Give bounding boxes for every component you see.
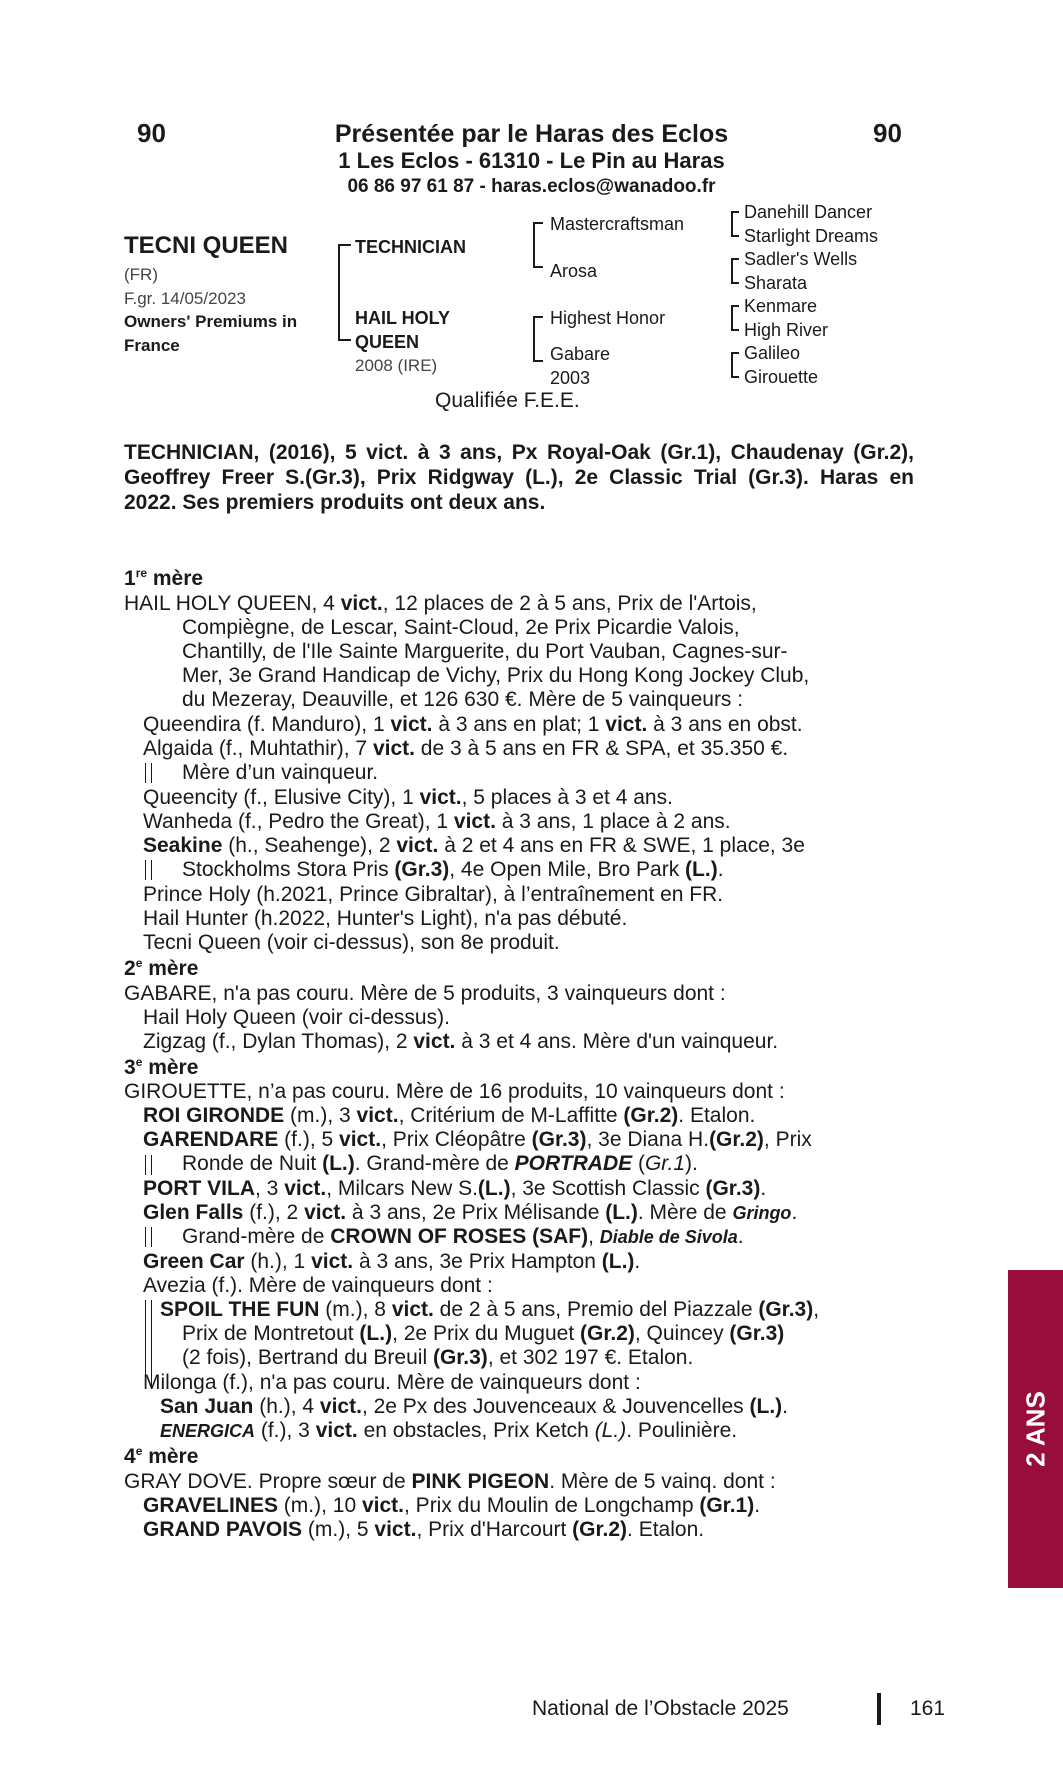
produce-line: Mère d’un vainqueur. — [182, 761, 379, 784]
produce-line: Hail Holy Queen (voir ci-dessus). — [143, 1006, 450, 1029]
page-number: 161 — [910, 1697, 946, 1720]
pedigree-gen4-item: Danehill Dancer — [744, 202, 873, 222]
dam-line: HAIL HOLY QUEEN, 4 vict., 12 places de 2 à 5 ans, Prix de l'Artois, — [124, 592, 757, 615]
produce-line: SPOIL THE FUN (m.), 8 vict. de 2 à 5 ans, Premio del Piazzale (Gr.3), — [160, 1298, 820, 1321]
produce-line: Queencity (f., Elusive City), 1 vict., 5 places à 3 et 4 ans. — [143, 786, 673, 809]
dam-line: Compiègne, de Lescar, Saint-Cloud, 2e Prix Picardie Valois, — [182, 616, 740, 639]
sire-name: TECHNICIAN — [355, 237, 466, 257]
presenter-address: 1 Les Eclos - 61310 - Le Pin au Haras — [338, 148, 725, 173]
pedigree-gen4-item: Galileo — [744, 343, 801, 363]
continuation-bar — [145, 1155, 152, 1175]
dam-line: du Mezeray, Deauville, et 126 630 €. Mère de 5 vainqueurs : — [182, 688, 744, 711]
section-first-dam: 1re mère — [124, 566, 204, 590]
section-side-tab — [1008, 1270, 1063, 1588]
section-second-dam: 2e mère — [124, 956, 199, 980]
produce-line: Stockholms Stora Pris (Gr.3), 4e Open Mile, Bro Park (L.). — [182, 858, 724, 881]
produce-line: ROI GIRONDE (m.), 3 vict., Critérium de M-Laffitte (Gr.2). Etalon. — [143, 1104, 756, 1127]
produce-line: Green Car (h.), 1 vict. à 3 ans, 3e Prix Hampton (L.). — [143, 1250, 641, 1273]
produce-line: Wanheda (f., Pedro the Great), 1 vict. à 3 ans, 1 place à 2 ans. — [143, 810, 731, 833]
dam-line: GABARE, n'a pas couru. Mère de 5 produits, 3 vainqueurs dont : — [124, 982, 726, 1005]
produce-line: Zigzag (f., Dylan Thomas), 2 vict. à 3 et 4 ans. Mère d'un vainqueur. — [143, 1030, 779, 1053]
continuation-bar — [145, 1227, 152, 1247]
sire-description: TECHNICIAN, (2016), 5 vict. à 3 ans, Px Royal-Oak (Gr.1), Chaudenay (Gr.2), Geoffrey Freer S.(Gr.3), Prix Ridgway (L.), 2e Classic Trial (Gr.3). Haras en 2022. Ses premiers produits ont deux ans. — [124, 441, 914, 514]
dam-line: Chantilly, de l'Ile Sainte Marguerite, du Port Vauban, Cagnes-sur- — [182, 640, 788, 663]
produce-line: GRAVELINES (m.), 10 vict., Prix du Moulin de Longchamp (Gr.1). — [143, 1494, 761, 1517]
section-fourth-dam: 4e mère — [124, 1444, 199, 1468]
produce-line: GARENDARE (f.), 5 vict., Prix Cléopâtre (Gr.3), 3e Diana H.(Gr.2), Prix — [143, 1128, 812, 1151]
pedigree-gen4-item: Sharata — [744, 273, 808, 293]
horse-country: (FR) — [124, 265, 158, 284]
produce-line: Grand-mère de CROWN OF ROSES (SAF), Diable de Sivola. — [182, 1225, 744, 1248]
produce-line: (2 fois), Bertrand du Breuil (Gr.3), et 302 197 €. Etalon. — [182, 1346, 694, 1369]
pedigree-gen3-item: Mastercraftsman — [550, 214, 685, 234]
produce-line: Glen Falls (f.), 2 vict. à 3 ans, 2e Prix Mélisande (L.). Mère de Gringo. — [143, 1201, 798, 1224]
horse-info: F.gr. 14/05/2023 — [124, 289, 246, 308]
presenter-title: Présentée par le Haras des Eclos — [334, 120, 729, 148]
produce-line: Algaida (f., Muhtathir), 7 vict. de 3 à 5 ans en FR & SPA, et 35.350 €. — [143, 737, 789, 760]
presenter-contact: 06 86 97 61 87 - haras.eclos@wanadoo.fr — [347, 176, 716, 197]
produce-line: Queendira (f. Manduro), 1 vict. à 3 ans en plat; 1 vict. à 3 ans en obst. — [143, 713, 803, 736]
lot-number-right: 90 — [873, 118, 902, 148]
pedigree-gen4-item: High River — [744, 320, 829, 340]
side-tab-label: 2 ANS — [1020, 1391, 1050, 1467]
produce-line: Avezia (f.). Mère de vainqueurs dont : — [143, 1274, 493, 1297]
produce-line: Prix de Montretout (L.), 2e Prix du Muguet (Gr.2), Quincey (Gr.3) — [182, 1322, 785, 1345]
produce-line: GRAND PAVOIS (m.), 5 vict., Prix d'Harcourt (Gr.2). Etalon. — [143, 1518, 705, 1541]
pedigree-gen4-item: Sadler's Wells — [744, 249, 858, 269]
dam-info: 2008 (IRE) — [355, 356, 438, 375]
pedigree-gen4-item: Girouette — [744, 367, 819, 387]
owners-premiums-line1: Owners' Premiums in — [124, 312, 298, 331]
dam-line: GIROUETTE, n’a pas couru. Mère de 16 produits, 10 vainqueurs dont : — [124, 1080, 785, 1103]
owners-premiums-line2: France — [124, 336, 180, 355]
produce-line: ENERGICA (f.), 3 vict. en obstacles, Prix Ketch (L.). Poulinière. — [160, 1419, 738, 1442]
produce-line: San Juan (h.), 4 vict., 2e Px des Jouvenceaux & Jouvencelles (L.). — [160, 1395, 789, 1418]
pedigree-gen4-item: Starlight Dreams — [744, 226, 879, 246]
dam-name-line1: HAIL HOLY — [355, 308, 451, 328]
footer-divider — [877, 1693, 881, 1725]
dam-line: GRAY DOVE. Propre sœur de PINK PIGEON. Mère de 5 vainq. dont : — [124, 1470, 776, 1493]
horse-name: TECNI QUEEN — [124, 232, 289, 259]
produce-line: Ronde de Nuit (L.). Grand-mère de PORTRADE (Gr.1). — [182, 1152, 698, 1175]
qualification: Qualifiée F.E.E. — [435, 389, 580, 412]
pedigree-gen4-item: Kenmare — [744, 296, 818, 316]
footer-title: National de l’Obstacle 2025 — [532, 1697, 789, 1720]
produce-line: PORT VILA, 3 vict., Milcars New S.(L.), 3e Scottish Classic (Gr.3). — [143, 1177, 767, 1200]
continuation-bar — [145, 860, 152, 880]
continuation-bar — [145, 763, 152, 783]
pedigree-gen3-item: 2003 — [550, 368, 591, 388]
produce-line: Seakine (h., Seahenge), 2 vict. à 2 et 4 ans en FR & SWE, 1 place, 3e — [143, 834, 805, 857]
produce-line: Hail Hunter (h.2022, Hunter's Light), n'a pas débuté. — [143, 907, 628, 930]
produce-line: Prince Holy (h.2021, Prince Gibraltar), à l’entraînement en FR. — [143, 883, 724, 906]
dam-name-line2: QUEEN — [355, 332, 420, 352]
pedigree-gen3-item: Gabare — [550, 344, 611, 364]
produce-line: Milonga (f.), n'a pas couru. Mère de vainqueurs dont : — [143, 1371, 641, 1394]
lot-number-left: 90 — [137, 118, 166, 148]
pedigree-gen3-item: Highest Honor — [550, 308, 666, 328]
dam-line: Mer, 3e Grand Handicap de Vichy, Prix du Hong Kong Jockey Club, — [182, 664, 810, 687]
produce-line: Tecni Queen (voir ci-dessus), son 8e produit. — [143, 931, 560, 954]
pedigree-gen3-item: Arosa — [550, 261, 598, 281]
section-third-dam: 3e mère — [124, 1055, 199, 1079]
